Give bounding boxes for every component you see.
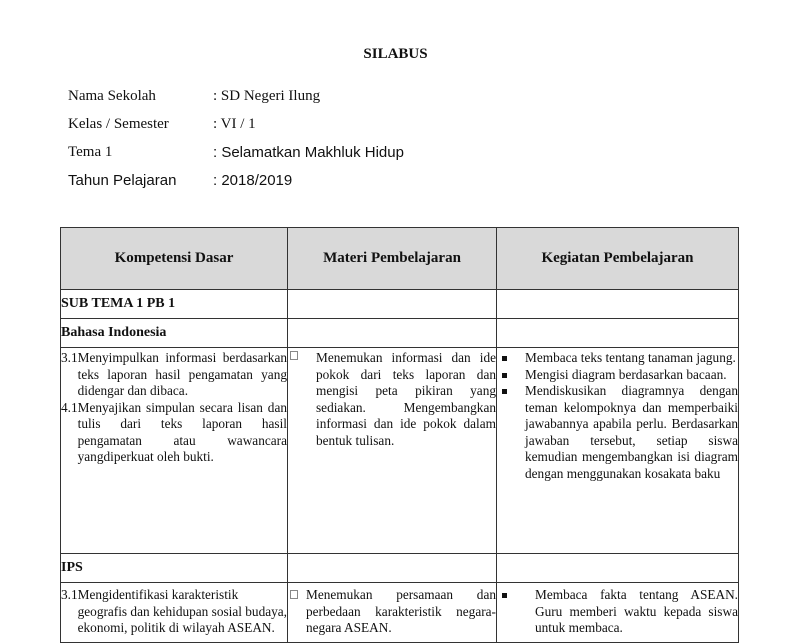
checkbox-icon (290, 590, 298, 599)
info-label: Nama Sekolah (68, 88, 156, 104)
syllabus-table (60, 227, 739, 643)
kd-number: 4.1 (61, 399, 78, 415)
section-label: Bahasa Indonesia (61, 325, 167, 340)
list-item (497, 383, 738, 482)
kd-number: 3.1 (61, 350, 78, 365)
info-value: : VI / 1 (213, 116, 256, 132)
document-title: SILABUS (363, 46, 428, 62)
list-item (497, 587, 738, 637)
kd-item (61, 400, 287, 466)
kegiatan-text: Membaca fakta tentang ASEAN. Guru memberi waktu kepada siswa untuk membaca. (535, 587, 738, 635)
section-row-ips (61, 554, 739, 583)
kegiatan-list (497, 350, 738, 482)
section-label: IPS (61, 560, 83, 575)
info-label: Tahun Pelajaran (68, 172, 177, 189)
info-label: Tema 1 (68, 144, 113, 160)
kd-item (61, 587, 287, 637)
kegiatan-text: Mendiskusikan diagramnya dengan teman kelompoknya dan memperbaiki jawabannya apabila perlu. Berdasarkan jawaban tersebut, setiap siswa kemudian mengembangkan isi diagram dengan menggunakan kosakata baku (525, 383, 738, 481)
materi-text: Menemukan persamaan dan perbedaan karakteristik negara-negara ASEAN. (306, 587, 496, 635)
bullet-icon (502, 593, 507, 598)
checkbox-icon (290, 351, 298, 360)
header-kegiatan: Kegiatan Pembelajaran (497, 228, 739, 290)
kd-item (61, 350, 287, 400)
info-label: Kelas / Semester (68, 116, 169, 132)
section-row-bahasa (61, 319, 739, 348)
table-row (61, 348, 739, 554)
kd-number: 3.1 (61, 587, 78, 602)
info-value: : SD Negeri Ilung (213, 88, 321, 104)
materi-text: Menemukan informasi dan ide pokok dari teks laporan dan mengisi peta pikiran yang sediakan. Mengembangkan informasi dan ide pokok dalam bentuk tulisan. (316, 350, 496, 448)
bullet-icon (502, 373, 507, 378)
kegiatan-list (497, 587, 738, 637)
list-item (497, 367, 738, 384)
table-header-row (61, 228, 739, 290)
subtema-row (61, 290, 739, 319)
kd-text: Menyimpulkan informasi berdasarkan teks laporan hasil pengamatan yang didengar dan dibaca. (77, 350, 287, 398)
kegiatan-text: Membaca teks tentang tanaman jagung. (525, 350, 736, 365)
subtema-label: SUB TEMA 1 PB 1 (61, 296, 176, 311)
bullet-icon (502, 356, 507, 361)
kd-text: Mengidentifikasi karakteristik geografis dan kehidupan sosial budaya, ekonomi, politik di wilayah ASEAN. (77, 587, 287, 635)
kd-text: Menyajikan simpulan secara lisan dan tulis dari teks laporan hasil pengamatan atau wawancara yangdiperkuat oleh bukti. (77, 399, 287, 464)
header-kompetensi: Kompetensi Dasar (61, 228, 288, 290)
info-value: : Selamatkan Makhluk Hidup (213, 144, 404, 161)
info-value: : 2018/2019 (213, 172, 293, 189)
header-materi: Materi Pembelajaran (288, 228, 497, 290)
list-item (497, 350, 738, 367)
kegiatan-text: Mengisi diagram berdasarkan bacaan. (525, 366, 727, 382)
table-row (61, 583, 739, 643)
bullet-icon (502, 389, 507, 394)
